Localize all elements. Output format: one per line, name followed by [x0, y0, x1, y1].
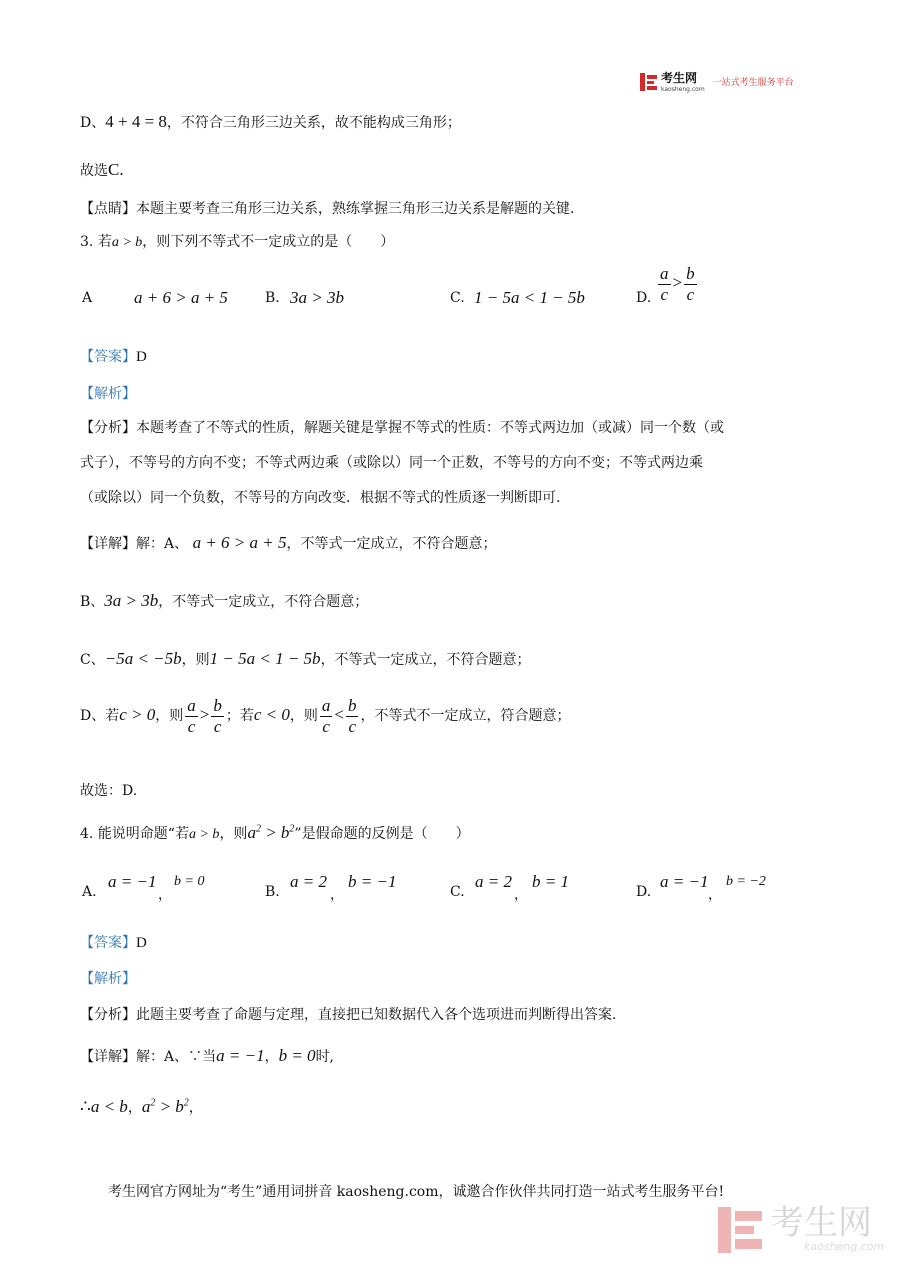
q4-stem-exp-b: 2: [289, 823, 295, 835]
q4-concl-comma1: ，: [127, 1100, 142, 1116]
q4-detail-a-expr2: b = 0: [278, 1046, 316, 1065]
q4-opt-d-2: b = −2: [726, 874, 766, 889]
q4-concl-exp-b: 2: [183, 1097, 189, 1109]
q4-opt-b-comma: ，: [330, 887, 344, 903]
q4-answer-line: [80, 932, 147, 952]
q4-detail-a-expr1: a = −1: [216, 1046, 265, 1065]
q3-detail-b-pre: B、: [80, 594, 105, 610]
q3-detail-d-then2: ，则: [289, 707, 318, 724]
q4-opt-c-comma: ，: [514, 887, 528, 903]
q3-detail-d-mid: ；若: [225, 707, 254, 724]
q4-opt-b-2: b = −1: [348, 872, 397, 891]
logo-domain: kaosheng.com: [661, 86, 705, 93]
q3-detail-tag: 【详解】: [80, 536, 136, 552]
q4-opt-a-2: b = 0: [174, 874, 205, 889]
q4-concl-comma2: ，: [188, 1100, 203, 1116]
q3-detail-b-post: ，不等式一定成立，不符合题意；: [158, 594, 369, 610]
prev-d-text: ，不符合三角形三边关系，故不能构成三角形；: [166, 115, 461, 131]
q3-detail-d-then: ，则: [155, 707, 184, 724]
q3-fx-line3: （或除以）同一个负数，不等号的方向改变．根据不等式的性质逐一判断即可.: [80, 490, 561, 506]
q4-stem: [80, 823, 470, 843]
kaosheng-watermark-icon: [718, 1207, 764, 1253]
prev-d-label: D、: [80, 115, 106, 131]
prev-choose-val: C.: [108, 160, 124, 179]
q4-concl-b: > b: [155, 1097, 184, 1116]
q4-opt-a-comma: ，: [158, 887, 172, 903]
q3-frac-a1: a: [187, 696, 196, 715]
q4-opt-d-label: D.: [636, 884, 652, 900]
header-logo: [640, 70, 794, 93]
q3-detail-c-pre: C、: [80, 652, 105, 668]
q3-frac-b1: b: [213, 696, 222, 715]
prev-choose: 故选: [80, 163, 108, 179]
q4-opt-d-1: a = −1: [660, 872, 709, 891]
q3-detail-a-expr: a + 6 > a + 5: [192, 533, 287, 552]
q4-detail-a: [80, 1046, 334, 1066]
q4-opt-d-comma: ，: [708, 887, 722, 903]
q3-detail-d-post: ，不等式不一定成立，符合题意；: [360, 707, 571, 724]
q3-opt-a-label: A: [82, 290, 93, 306]
q4-detail-a-pre: 解：A、∵当: [136, 1049, 217, 1065]
q3-opt-d-label: D.: [636, 290, 652, 306]
q3-number: 3.: [80, 234, 94, 250]
q3-detail-d-lt: <: [334, 704, 344, 724]
q4-opt-a-label: A.: [82, 884, 97, 900]
q4-stem-post: ”是假命题的反例是（ ）: [294, 826, 470, 842]
q3-opt-b: 3a > 3b: [290, 288, 344, 307]
q4-opt-b-label: B.: [265, 884, 280, 900]
q4-fx-tag: 【分析】: [80, 1007, 136, 1023]
q4-opt-b-1: a = 2: [290, 872, 327, 891]
q4-concl-exp-a: 2: [150, 1097, 156, 1109]
q4-analysis-tag: 【解析】: [80, 971, 136, 987]
q4-fx-text: 此题主要考查了命题与定理，直接把已知数据代入各个选项进而判断得出答案.: [136, 1007, 617, 1023]
q4-concl-expr1: a < b: [90, 1097, 128, 1116]
q3-detail-d-gt: >: [199, 704, 210, 724]
q3-fx-text1: 本题考查了不等式的性质，解题关键是掌握不等式的性质：不等式两边加（或减）同一个数（或: [136, 420, 724, 436]
q3-detail-d: [80, 696, 570, 736]
q3-opt-d-expr: [656, 264, 699, 304]
q3-detail-c: [80, 649, 531, 669]
q3-detail-a: [80, 533, 497, 553]
q4-therefore: ∴: [80, 1097, 91, 1116]
q4-stem-pre: 能说明命题“若: [97, 826, 189, 842]
q3-detail-b-expr: 3a > 3b: [104, 591, 159, 610]
q4-conclusion: [80, 1097, 203, 1117]
logo-text: 考生网: [661, 71, 698, 85]
q3-detail-c-post: ，不等式一定成立，不符合题意；: [320, 652, 531, 668]
watermark-domain: kaosheng.com: [804, 1240, 885, 1253]
q3-choose: 故选：D.: [80, 783, 138, 799]
watermark-logo: [718, 1203, 885, 1253]
q3-frac-b2: b: [347, 696, 357, 715]
q3-detail-d-cond2: c < 0: [253, 704, 290, 724]
q3-frac-c1: c: [187, 716, 196, 736]
q3-opt-b-label: B.: [265, 290, 280, 306]
q3-fx-tag: 【分析】: [80, 420, 136, 436]
q3-detail-b: [80, 591, 368, 611]
q4-opt-c-1: a = 2: [475, 872, 512, 891]
q3-detail-c-mid: ，则: [181, 652, 210, 668]
q3-opt-d-num1: a: [660, 264, 669, 283]
q3-detail-a-post: ，不等式一定成立，不符合题意；: [286, 536, 497, 552]
q3-frac-a2: a: [321, 696, 331, 715]
q4-detail-tag: 【详解】: [80, 1049, 136, 1065]
watermark-text: 考生网: [770, 1203, 872, 1243]
q4-stem-mid: ，则: [219, 826, 248, 842]
q3-detail-a-pre: 解：A、: [136, 536, 189, 552]
header-slogan: 一站式考生服务平台: [712, 78, 794, 88]
q3-opt-d-den1: c: [660, 284, 669, 304]
q3-detail-d-pre: D、若: [80, 707, 120, 724]
prev-tip-line: [80, 198, 574, 218]
q3-fx-line1: [80, 417, 724, 437]
q4-opt-c-2: b = 1: [532, 872, 569, 891]
q3-opt-d-op: >: [672, 272, 683, 292]
tip-text: 本题主要考查三角形三边关系，熟练掌握三角形三边关系是解题的关键.: [136, 201, 575, 217]
q3-detail-c-expr1: −5a < −5b: [104, 649, 182, 668]
q4-opt-c-label: C.: [450, 884, 465, 900]
q4-stem-concl-b: > b: [260, 823, 290, 842]
tip-tag: 【点睛】: [80, 201, 136, 217]
prev-d-expr: 4 + 4 = 8: [105, 112, 167, 131]
q4-stem-cond: a > b: [188, 827, 220, 842]
q4-answer-tag: 【答案】: [80, 935, 136, 951]
q3-opt-d-num2: b: [686, 264, 695, 283]
q4-detail-a-comma: ，: [264, 1049, 279, 1065]
q3-analysis-tag: 【解析】: [80, 386, 136, 402]
q4-number: 4.: [80, 826, 94, 842]
q4-stem-exp-a: 2: [255, 823, 261, 835]
prev-d-line: [80, 112, 461, 132]
q3-frac-c4: c: [348, 716, 356, 736]
footer-text: 考生网官方网址为“考生”通用词拼音 kaosheng.com，诚邀合作伙伴共同打造一站式考生服务平台!: [108, 1184, 725, 1200]
q4-stem-concl-a: a: [247, 823, 256, 842]
q3-stem: [80, 231, 394, 251]
q3-frac-c2: c: [213, 716, 222, 736]
q4-detail-a-post: 时,: [315, 1049, 335, 1065]
q3-answer: D: [136, 349, 147, 365]
q4-opt-a-1: a = −1: [108, 872, 157, 891]
q4-answer: D: [136, 935, 147, 951]
q3-opt-c: 1 − 5a < 1 − 5b: [474, 288, 585, 307]
kaosheng-logo-icon: [640, 73, 658, 91]
q3-detail-c-expr2: 1 − 5a < 1 − 5b: [209, 649, 321, 668]
q3-frac-c3: c: [322, 716, 330, 736]
q3-detail-d-cond1: c > 0: [119, 704, 156, 724]
q3-opt-c-label: C.: [450, 290, 465, 306]
q3-opt-d-den2: c: [686, 284, 695, 304]
q3-answer-tag: 【答案】: [80, 349, 136, 365]
q3-stem-post: ，则下列不等式不一定成立的是（ ）: [142, 234, 395, 250]
prev-choose-line: [80, 160, 124, 180]
q4-concl-a: a: [141, 1097, 151, 1116]
q3-stem-cond: a > b: [111, 235, 143, 250]
q3-answer-line: [80, 346, 147, 366]
q3-opt-a: a + 6 > a + 5: [134, 288, 228, 307]
q3-fx-line2: 式子），不等号的方向不变；不等式两边乘（或除以）同一个正数，不等号的方向不变；不等式两边乘: [80, 455, 703, 471]
q4-fx-line: [80, 1004, 616, 1024]
q3-stem-pre: 若: [97, 234, 112, 250]
